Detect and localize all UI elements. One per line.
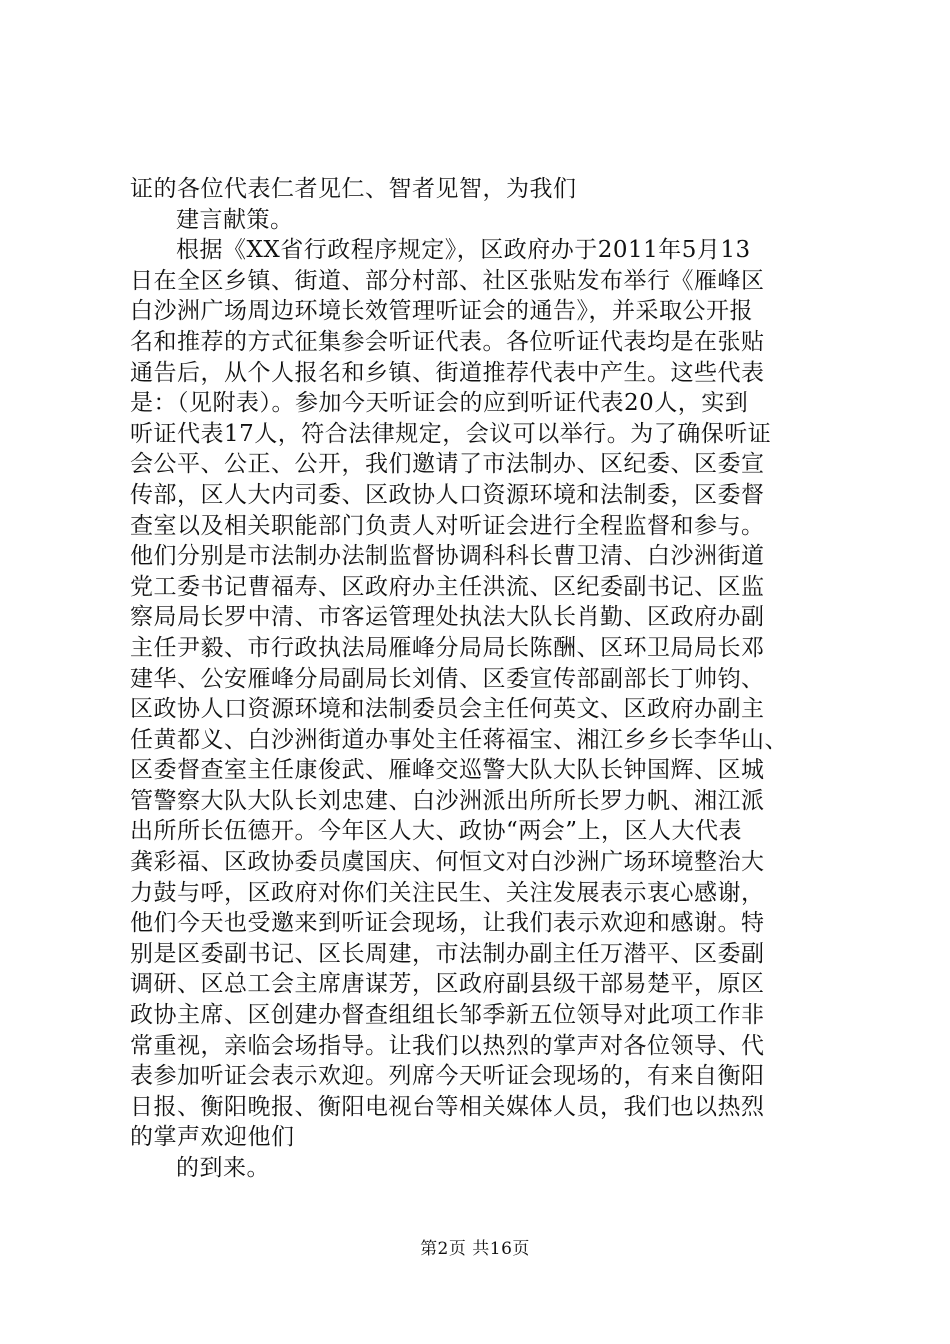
text-line: 建华、公安雁峰分局副局长刘倩、区委宣传部副部长丁帅钧、 <box>130 665 765 692</box>
text-line: 调研、区总工会主席唐谋芳，区政府副县级干部易楚平，原区 <box>130 971 765 998</box>
paragraph-first-line: 根据《XX省行政程序规定》，区政府办于2011年5月13 <box>176 237 751 264</box>
page-number: 第2页 共16页 <box>420 1239 530 1259</box>
text-line: 会公平、公正、公开，我们邀请了市法制办、区纪委、区委宣 <box>130 451 765 478</box>
text-line: 任黄都义、白沙洲街道办事处主任蒋福宝、湘江乡乡长李华山、 <box>130 726 788 753</box>
text-line: 传部，区人大内司委、区政协人口资源环境和法制委，区委督 <box>130 481 765 508</box>
text-line: 他们今天也受邀来到听证会现场，让我们表示欢迎和感谢。特 <box>130 910 765 937</box>
text-line: 日在全区乡镇、街道、部分村部、社区张贴发布举行《雁峰区 <box>130 267 765 294</box>
text-line: 表参加听证会表示欢迎。列席今天听证会现场的，有来自衡阳 <box>130 1063 765 1090</box>
text-line: 建言献策。 <box>176 206 294 233</box>
text-line: 常重视，亲临会场指导。让我们以热烈的掌声对各位领导、代 <box>130 1032 765 1059</box>
text-line: 区委督查室主任康俊武、雁峰交巡警大队大队长钟国辉、区城 <box>130 757 765 784</box>
document-body <box>130 174 830 1184</box>
text-line: 听证代表17人，符合法律规定，会议可以举行。为了确保听证 <box>130 420 772 447</box>
text-line: 别是区委副书记、区长周建，市法制办副主任万潜平、区委副 <box>130 940 765 967</box>
page-footer <box>0 1238 950 1260</box>
text-line: 查室以及相关职能部门负责人对听证会进行全程监督和参与。 <box>130 512 765 539</box>
text-line: 的掌声欢迎他们 <box>130 1124 295 1151</box>
text-line: 龚彩福、区政协委员虞国庆、何恒文对白沙洲广场环境整治大 <box>130 849 765 876</box>
text-line: 主任尹毅、市行政执法局雁峰分局局长陈酬、区环卫局局长邓 <box>130 634 765 661</box>
text-line: 出所所长伍德开。今年区人大、政协“两会”上，区人大代表 <box>130 818 743 845</box>
text-line: 证的各位代表仁者见仁、智者见智，为我们 <box>130 176 577 202</box>
text-line: 是：（见附表）。参加今天听证会的应到听证代表20人，实到 <box>130 390 749 417</box>
text-line: 管警察大队大队长刘忠建、白沙洲派出所所长罗力帆、湘江派 <box>130 787 765 814</box>
text-line: 通告后，从个人报名和乡镇、街道推荐代表中产生。这些代表 <box>130 359 765 386</box>
text-line: 白沙洲广场周边环境长效管理听证会的通告》，并采取公开报 <box>130 298 753 325</box>
text-line: 党工委书记曹福寿、区政府办主任洪流、区纪委副书记、区监 <box>130 573 765 600</box>
text-line: 察局局长罗中清、市客运管理处执法大队长肖勤、区政府办副 <box>130 604 765 631</box>
text-line: 政协主席、区创建办督查组组长邹季新五位领导对此项工作非 <box>130 1002 765 1029</box>
text-line: 力鼓与呼，区政府对你们关注民生、关注发展表示衷心感谢， <box>130 879 765 906</box>
text-line: 他们分别是市法制办法制监督协调科科长曹卫清、白沙洲街道 <box>130 543 765 570</box>
text-line: 区政协人口资源环境和法制委员会主任何英文、区政府办副主 <box>130 696 765 723</box>
text-line: 名和推荐的方式征集参会听证代表。各位听证代表均是在张贴 <box>130 328 765 355</box>
text-line: 的到来。 <box>176 1155 270 1181</box>
text-line: 日报、衡阳晚报、衡阳电视台等相关媒体人员，我们也以热烈 <box>130 1093 765 1120</box>
